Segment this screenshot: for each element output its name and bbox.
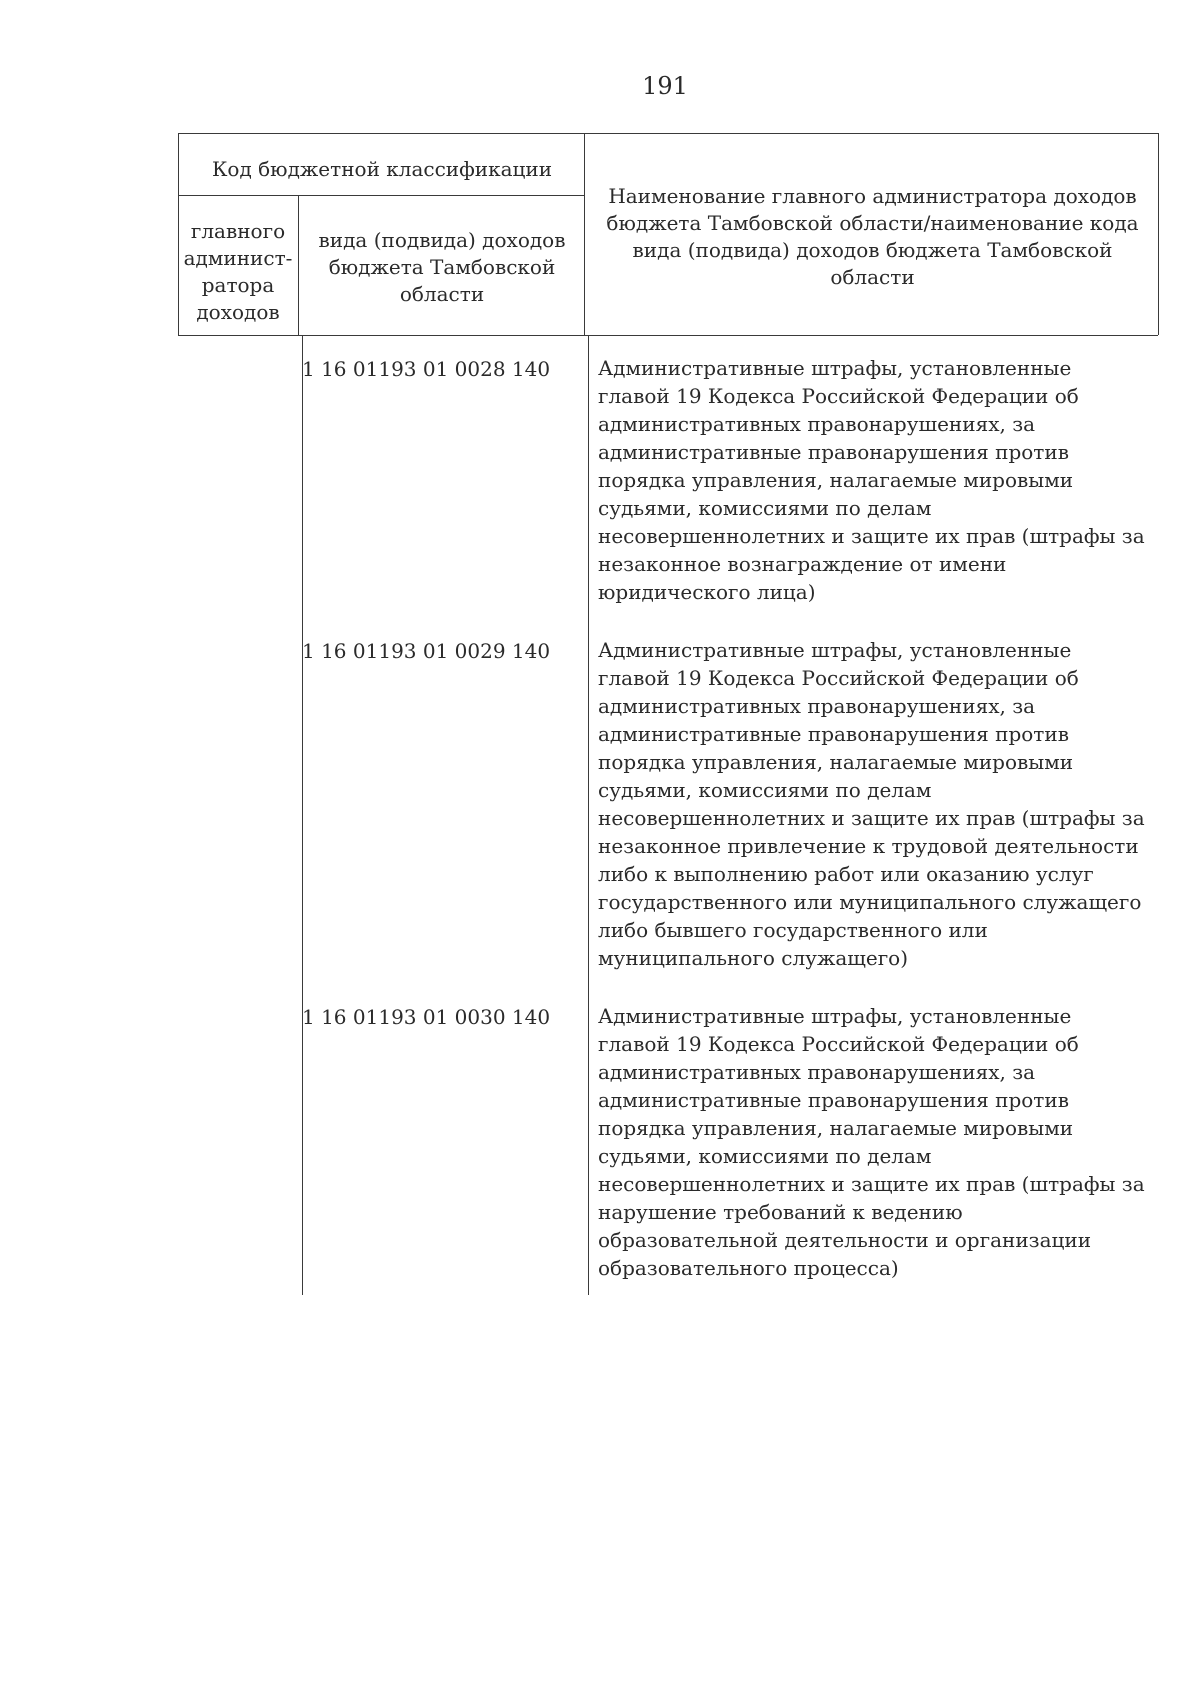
- col-divider-2: [584, 133, 585, 335]
- row-code: 1 16 01193 01 0030 140: [302, 1005, 551, 1029]
- table-right-border: [1158, 133, 1159, 335]
- row-description: Административные штрафы, установленные главой 19 Кодекса Российской Федерации об административных правонарушениях, за административные правонарушения против порядка управления, налагаемые мировыми судьями, комиссиями по делам несовершеннолетних и защите их прав (штрафы за незаконное привлечение к трудовой деятельности либо к выполнению работ или оказанию услуг государственного или муниципального служащего либо бывшего государственного или муниципального служащего): [598, 638, 1145, 970]
- table-top-border: [178, 133, 1158, 134]
- table-left-border: [178, 133, 179, 335]
- body-col-divider-1: [302, 335, 303, 1295]
- row-code: 1 16 01193 01 0029 140: [302, 639, 551, 663]
- page-number: 191: [642, 72, 688, 100]
- header-bottom-border: [178, 335, 1158, 336]
- header-col-divider-1: [298, 195, 299, 335]
- row-description: Административные штрафы, установленные главой 19 Кодекса Российской Федерации об административных правонарушениях, за административные правонарушения против порядка управления, налагаемые мировыми судьями, комиссиями по делам несовершеннолетних и защите их прав (штрафы за нарушение требований к ведению образовательной деятельности и организации образовательного процесса): [598, 1004, 1145, 1280]
- header-col-admin: главного админист-ратора доходов: [183, 219, 293, 324]
- header-group-divider: [178, 195, 585, 196]
- header-col-name: Наименование главного администратора доходов бюджета Тамбовской области/наименование кода вида (подвида) доходов бюджета Тамбовской области: [606, 184, 1139, 289]
- row-code: 1 16 01193 01 0028 140: [302, 357, 551, 381]
- header-col-code: вида (подвида) доходов бюджета Тамбовской области: [318, 228, 566, 306]
- row-description: Административные штрафы, установленные главой 19 Кодекса Российской Федерации об административных правонарушениях, за административные правонарушения против порядка управления, налагаемые мировыми судьями, комиссиями по делам несовершеннолетних и защите их прав (штрафы за незаконное вознаграждение от имени юридического лица): [598, 356, 1145, 604]
- body-col-divider-2: [588, 335, 589, 1295]
- header-group-title: Код бюджетной классификации: [211, 157, 553, 181]
